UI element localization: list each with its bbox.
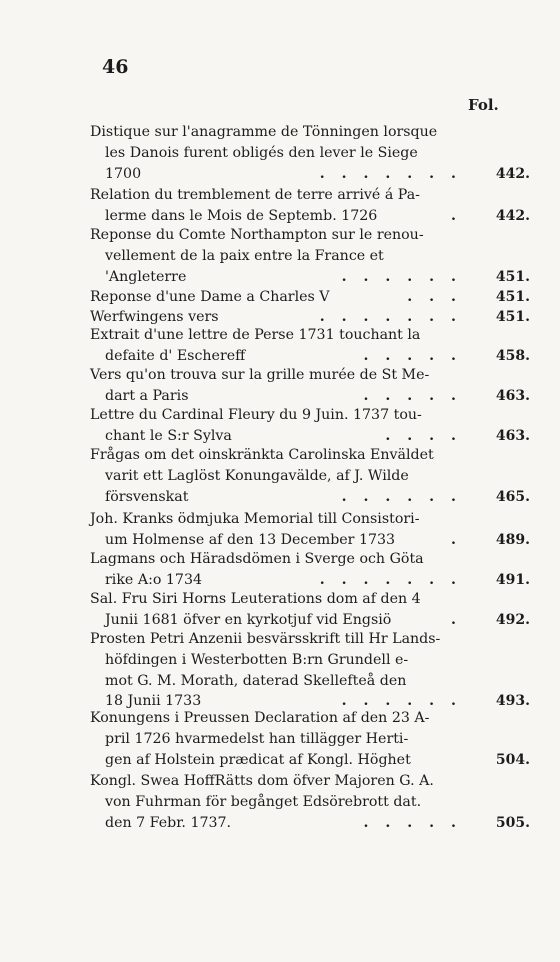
folio-number: 451. (495, 289, 530, 305)
folio-number: 504. (495, 751, 530, 768)
toc-entry-text: Lettre du Cardinal Fleury du 9 Juin. 1737 tou- (90, 407, 422, 423)
toc-entry-line (90, 729, 530, 750)
toc-entry-line (90, 122, 530, 143)
toc-entry (90, 405, 530, 447)
toc-entry-line (90, 549, 530, 570)
toc-entry-text: höfdingen i Westerbotten B:rn Grundell e- (105, 651, 409, 668)
toc-entry (90, 629, 530, 712)
dot-leaders: . . . . (385, 427, 462, 444)
toc-entry-line (90, 650, 530, 671)
toc-entry-line (90, 185, 530, 206)
toc-entry-line (90, 750, 530, 771)
toc-entry (90, 225, 530, 287)
dot-leaders: . . . . . (363, 347, 462, 364)
folio-number: 505. (495, 814, 530, 831)
toc-entry-text: rike A:o 1734 (105, 571, 203, 588)
toc-entry-line (90, 225, 530, 246)
toc-entry-line (90, 386, 530, 407)
toc-entry (90, 771, 530, 833)
folio-number: 451. (495, 309, 530, 325)
toc-entry (90, 185, 530, 227)
toc-entry-text: Joh. Kranks ödmjuka Memorial till Consistori- (90, 511, 420, 527)
toc-entry-text: um Holmense af den 13 December 1733 (105, 531, 396, 548)
toc-entry-text: Distique sur l'anagramme de Tönningen lorsque (90, 124, 438, 140)
toc-entry-text: lerme dans le Mois de Septemb. 1726 (105, 207, 378, 224)
toc-entry-line (90, 325, 530, 346)
toc-entry-text: 1700 (105, 165, 142, 182)
folio-number: 442. (495, 207, 530, 224)
dot-leaders: . (451, 611, 462, 628)
page-number: 46 (102, 56, 129, 78)
toc-entry-line (90, 487, 530, 508)
toc-entry-text: Frågas om det oinskränkta Carolinska Enväldet (90, 447, 434, 463)
toc-entry-line (90, 509, 530, 530)
toc-entry (90, 445, 530, 507)
folio-number: 463. (495, 427, 530, 444)
toc-entry (90, 708, 530, 770)
folio-number: 493. (495, 693, 530, 710)
toc-entry-text: Sal. Fru Siri Horns Leuterations dom af den 4 (90, 591, 421, 607)
toc-entry (90, 509, 530, 551)
toc-entry-line (90, 671, 530, 692)
toc-entry-line (90, 365, 530, 386)
folio-number: 451. (495, 268, 530, 285)
toc-entry-text: les Danois furent obligés den lever le Siege (105, 144, 418, 161)
toc-entry (90, 122, 530, 184)
toc-entry-text: 18 Junii 1733 (105, 693, 202, 710)
dot-leaders: . . . . . . (341, 268, 462, 285)
toc-entry-text: Reponse d'une Dame a Charles V (90, 289, 330, 305)
dot-leaders: . . . . . . . (319, 571, 462, 588)
toc-entry-line (90, 589, 530, 610)
toc-entry-text: mot G. M. Morath, daterad Skellefteå den (105, 672, 407, 689)
toc-entry-text: pril 1726 hvarmedelst han tillägger Herti- (105, 730, 409, 747)
toc-entry-line (90, 287, 530, 308)
toc-entry-line (90, 405, 530, 426)
toc-entry-line (90, 813, 530, 834)
folio-number: 489. (495, 531, 530, 548)
dot-leaders: . (451, 531, 462, 548)
folio-number: 442. (495, 165, 530, 182)
folio-number: 491. (495, 571, 530, 588)
dot-leaders: . . . . . (363, 814, 462, 831)
toc-entry-line (90, 530, 530, 551)
toc-entry-line (90, 143, 530, 164)
toc-entry-text: Junii 1681 öfver en kyrkotjuf vid Engsiö (105, 611, 392, 628)
toc-entry-text: vellement de la paix entre la France et (105, 247, 384, 264)
toc-entry-text: Werfwingens vers (90, 309, 219, 325)
dot-leaders: . . . . . . (341, 488, 462, 505)
folio-number: 458. (495, 347, 530, 364)
toc-entry-line (90, 708, 530, 729)
toc-entry-line (90, 629, 530, 650)
toc-entry-line (90, 445, 530, 466)
toc-entry-text: Konungens i Preussen Declaration af den 23 A- (90, 710, 430, 726)
toc-entry (90, 325, 530, 367)
toc-entry-text: Extrait d'une lettre de Perse 1731 touchant la (90, 327, 421, 343)
dot-leaders: . . . . . (363, 387, 462, 404)
toc-entry-line (90, 246, 530, 267)
folio-number: 465. (495, 488, 530, 505)
dot-leaders: . (451, 207, 462, 224)
toc-entry-line (90, 164, 530, 185)
toc-entry-text: försvenskat (105, 488, 189, 505)
toc-entry-line (90, 426, 530, 447)
toc-entry-line (90, 570, 530, 591)
toc-entry-text: den 7 Febr. 1737. (105, 814, 232, 831)
folio-number: 492. (495, 611, 530, 628)
toc-entry-text: defaite d' Eschereff (105, 347, 246, 364)
toc-entry-text: Relation du tremblement de terre arrivé á Pa- (90, 187, 420, 203)
toc-entry-text: 'Angleterre (105, 268, 187, 285)
toc-entry-line (90, 267, 530, 288)
toc-entry-text: varit ett Laglöst Konungavälde, af J. Wilde (105, 467, 409, 484)
dot-leaders: . . . (407, 289, 462, 305)
toc-entry-line (90, 346, 530, 367)
toc-entry-text: Lagmans och Häradsdömen i Sverge och Göta (90, 551, 424, 567)
toc-entry (90, 287, 530, 308)
toc-entry-text: gen af Holstein prædicat af Kongl. Höghet (105, 751, 411, 768)
toc-entry (90, 549, 530, 591)
toc-entry-line (90, 771, 530, 792)
toc-entry (90, 365, 530, 407)
toc-entry-text: chant le S:r Sylva (105, 427, 232, 444)
toc-entry-text: Vers qu'on trouva sur la grille murée de St Me- (90, 367, 430, 383)
folio-column-header: Fol. (468, 96, 499, 114)
toc-entry-line (90, 792, 530, 813)
dot-leaders: . . . . . . . (319, 309, 462, 325)
toc-entry-text: Kongl. Swea HoffRätts dom öfver Majoren G. A. (90, 773, 434, 789)
toc-entry-text: Prosten Petri Anzenii besvärsskrift till Hr Lands- (90, 631, 441, 647)
toc-entry-line (90, 206, 530, 227)
folio-number: 463. (495, 387, 530, 404)
toc-entry-line (90, 466, 530, 487)
toc-entry-text: dart a Paris (105, 387, 189, 404)
dot-leaders: . . . . . . . (319, 165, 462, 182)
toc-entry-line (90, 610, 530, 631)
toc-entry (90, 589, 530, 631)
dot-leaders: . . . . . . (341, 693, 462, 710)
toc-entry-text: von Fuhrman för begånget Edsörebrott dat. (105, 793, 422, 810)
toc-entry-text: Reponse du Comte Northampton sur le renou- (90, 227, 424, 243)
